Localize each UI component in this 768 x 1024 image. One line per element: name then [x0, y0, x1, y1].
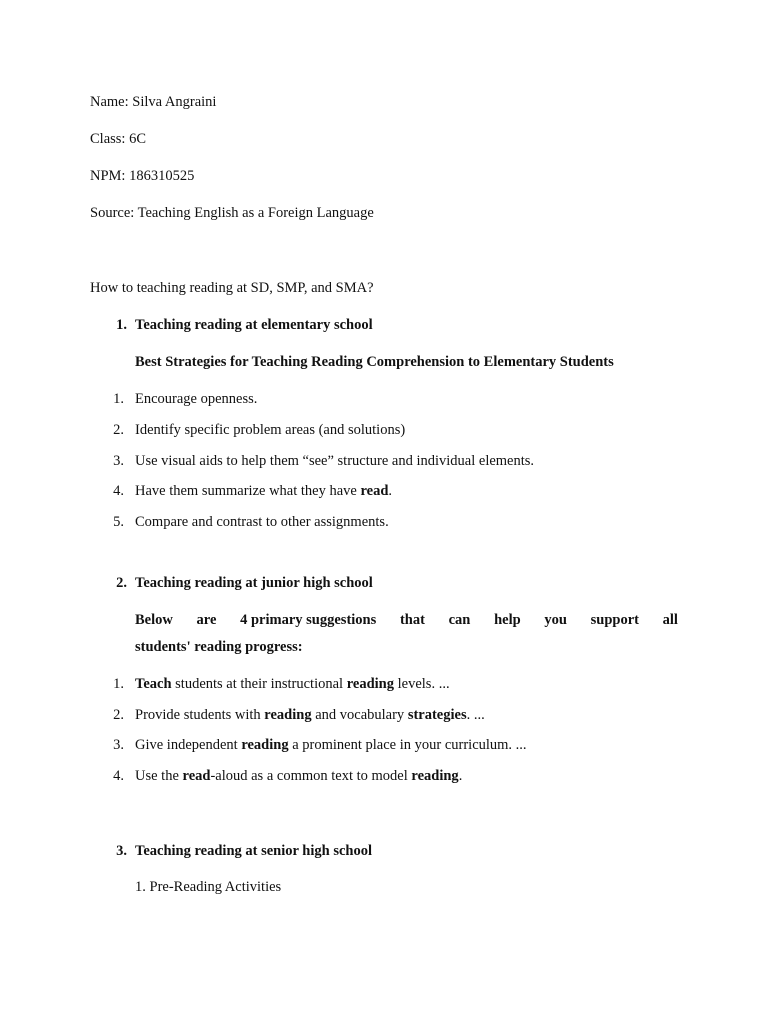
- list-item: Use visual aids to help them “see” structure and individual elements.: [135, 453, 535, 469]
- list-item-text: a prominent place in your curriculum. ...: [288, 737, 527, 753]
- section-3-item: 1. Pre-Reading Activities: [135, 879, 282, 895]
- section-1-title: Teaching reading at elementary school: [135, 317, 373, 333]
- emphasis-text: reading: [346, 676, 394, 692]
- source-line: Source: Teaching English as a Foreign Language: [90, 205, 374, 221]
- list-item-number: 1.: [113, 391, 124, 407]
- section-3-title: Teaching reading at senior high school: [135, 843, 373, 859]
- emphasis-text: strategies: [407, 707, 467, 723]
- list-item-text: and vocabulary: [311, 707, 408, 723]
- list-item-number: 3.: [113, 737, 124, 753]
- list-item-number: 4.: [113, 768, 124, 784]
- intro-word: all: [662, 612, 678, 628]
- section-1-number: 1.: [116, 317, 127, 333]
- list-item-text: -aloud as a common text to model: [210, 768, 412, 784]
- section-2-intro-line-1: [135, 611, 678, 629]
- section-2-title: Teaching reading at junior high school: [135, 575, 373, 591]
- list-item: [135, 767, 462, 785]
- intro-word: you: [544, 612, 567, 628]
- intro-word: are: [196, 612, 217, 628]
- intro-word: that: [399, 612, 425, 628]
- list-item: [135, 675, 450, 693]
- list-item-number: 2.: [113, 422, 124, 438]
- list-item-text: Provide students with: [135, 707, 265, 723]
- list-item-text: levels. ...: [394, 676, 450, 692]
- emphasis-text: read: [360, 483, 389, 499]
- list-item-text: .: [458, 768, 463, 784]
- list-item-number: 1.: [113, 676, 124, 692]
- list-item: Compare and contrast to other assignments.: [135, 514, 389, 530]
- main-question: How to teaching reading at SD, SMP, and SMA?: [90, 280, 374, 296]
- emphasis-text: reading: [411, 768, 459, 784]
- section-3-number: 3.: [116, 843, 127, 859]
- emphasis-text: reading: [264, 707, 312, 723]
- list-item: [135, 736, 527, 754]
- section-1-subtitle: Best Strategies for Teaching Reading Comprehension to Elementary Students: [135, 354, 614, 370]
- intro-word: can: [448, 612, 471, 628]
- student-npm: NPM: 186310525: [90, 168, 195, 184]
- list-item: [135, 482, 392, 500]
- emphasis-text: Teach: [135, 676, 172, 692]
- list-item-number: 5.: [113, 514, 124, 530]
- list-item-number: 2.: [113, 707, 124, 723]
- emphasis-text: reading: [241, 737, 289, 753]
- list-item-text: Have them summarize what they have: [135, 483, 361, 499]
- list-item: Encourage openness.: [135, 391, 258, 407]
- list-item-text: Use the: [135, 768, 183, 784]
- list-item-number: 3.: [113, 453, 124, 469]
- intro-word: 4 primary suggestions: [240, 612, 377, 628]
- student-name: Name: Silva Angraini: [90, 94, 217, 110]
- list-item-number: 4.: [113, 483, 124, 499]
- list-item-text: . ...: [466, 707, 485, 723]
- list-item: Identify specific problem areas (and solutions): [135, 422, 406, 438]
- list-item-text: .: [388, 483, 393, 499]
- intro-word: help: [494, 612, 521, 628]
- list-item-text: students at their instructional: [171, 676, 347, 692]
- emphasis-text: read: [182, 768, 211, 784]
- list-item-text: Give independent: [135, 737, 242, 753]
- intro-word: support: [590, 612, 639, 628]
- list-item: [135, 706, 485, 724]
- student-class: Class: 6C: [90, 131, 146, 147]
- section-2-intro-line-2: students' reading progress:: [135, 639, 303, 655]
- section-2-number: 2.: [116, 575, 127, 591]
- intro-word: Below: [135, 612, 173, 628]
